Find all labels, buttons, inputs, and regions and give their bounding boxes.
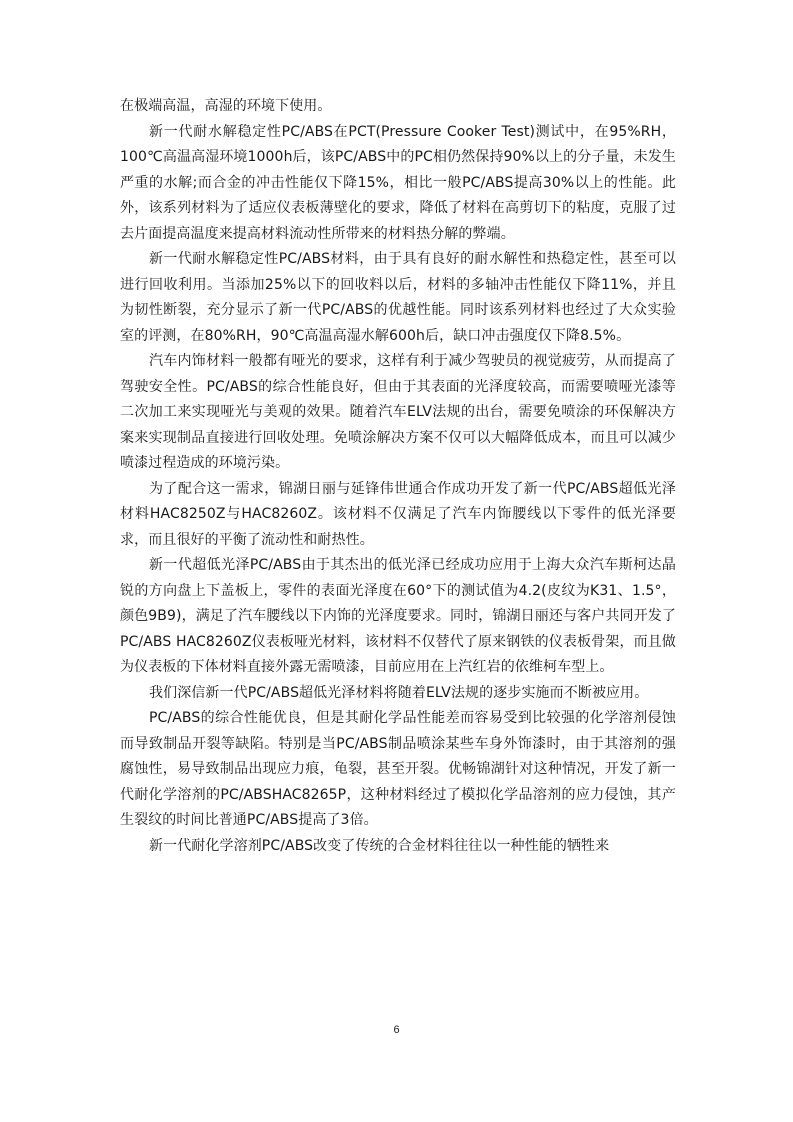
document-body [120, 94, 676, 859]
paragraph-pct-test: 新一代耐水解稳定性PC/ABS在PCT(Pressure Cooker Test)测试中，在95%RH，100℃高温高湿环境1000h后，该PC/ABS中的PC相仍然保持90%以上的分子量，未发生严重的水解;而合金的冲击性能仅下降15%，相比一般PC/ABS提高30%以上的性能。此外，该系列材料为了适应仪表板薄壁化的要求，降低了材料在高剪切下的粘度，克服了过去片面提高温度来提高材料流动性所带来的材料热分解的弊端。 [120, 123, 676, 242]
page-number: 6 [393, 1024, 400, 1036]
paragraph-continuation: 在极端高温，高湿的环境下使用。 [120, 98, 332, 114]
paragraph-low-gloss-application: 新一代超低光泽PC/ABS由于其杰出的低光泽已经成功应用于上海大众汽车斯柯达晶锐的方向盘上下盖板上，零件的表面光泽度在60°下的测试值为4.2(皮纹为K31、1.5°，颜色9B9)，满足了汽车腰线以下内饰的光泽度要求。同时，锦湖日丽还与客户共同开发了PC/ABS HAC8260Z仪表板哑光材料，该材料不仅替代了原来钢铁的仪表板骨架，而且做为仪表板的下体材料直接外露无需喷漆，目前应用在上汽红岩的依维柯车型上。 [120, 557, 676, 675]
paragraph-chemical-resistance: PC/ABS的综合性能优良，但是其耐化学品性能差而容易受到比较强的化学溶剂侵蚀而导致制品开裂等缺陷。特别是当PC/ABS制品喷涂某些车身外饰漆时，由于其溶剂的强腐蚀性，易导致制品出现应力痕，龟裂，甚至开裂。优畅锦湖针对这种情况，开发了新一代耐化学溶剂的PC/ABSHAC8265P，这种材料经过了模拟化学品溶剂的应力侵蚀，其产生裂纹的时间比普通PC/ABS提高了3倍。 [120, 710, 676, 828]
paragraph-elv-outlook: 我们深信新一代PC/ABS超低光泽材料将随着ELV法规的逐步实施而不断被应用。 [149, 684, 649, 701]
paragraph-low-gloss-development: 为了配合这一需求，锦湖日丽与延锋伟世通合作成功开发了新一代PC/ABS超低光泽材料HAC8250Z与HAC8260Z。该材料不仅满足了汽车内饰腰线以下零件的低光泽要求，而且很好的平衡了流动性和耐热性。 [120, 480, 676, 548]
paragraph-matte-requirement: 汽车内饰材料一般都有哑光的要求，这样有利于减少驾驶员的视觉疲劳，从而提高了驾驶安全性。PC/ABS的综合性能良好，但由于其表面的光泽度较高，而需要喷哑光漆等二次加工来实现哑光与美观的效果。随着汽车ELV法规的出台，需要免喷涂的环保解决方案来实现制品直接进行回收处理。免喷涂解决方案不仅可以大幅降低成本，而且可以减少喷漆过程造成的环境污染。 [120, 353, 676, 471]
paragraph-recycling: 新一代耐水解稳定性PC/ABS材料，由于具有良好的耐水解性和热稳定性，甚至可以进行回收利用。当添加25%以下的回收料以后，材料的多轴冲击性能仅下降11%，并且为韧性断裂，充分显示了新一代PC/ABS的优越性能。同时该系列材料也经过了大众实验室的评测，在80%RH，90℃高温高湿水解600h后，缺口冲击强度仅下降8.5%。 [120, 251, 676, 344]
paragraph-chemical-continued: 新一代耐化学溶剂PC/ABS改变了传统的合金材料往往以一种性能的牺牲来 [149, 837, 610, 854]
